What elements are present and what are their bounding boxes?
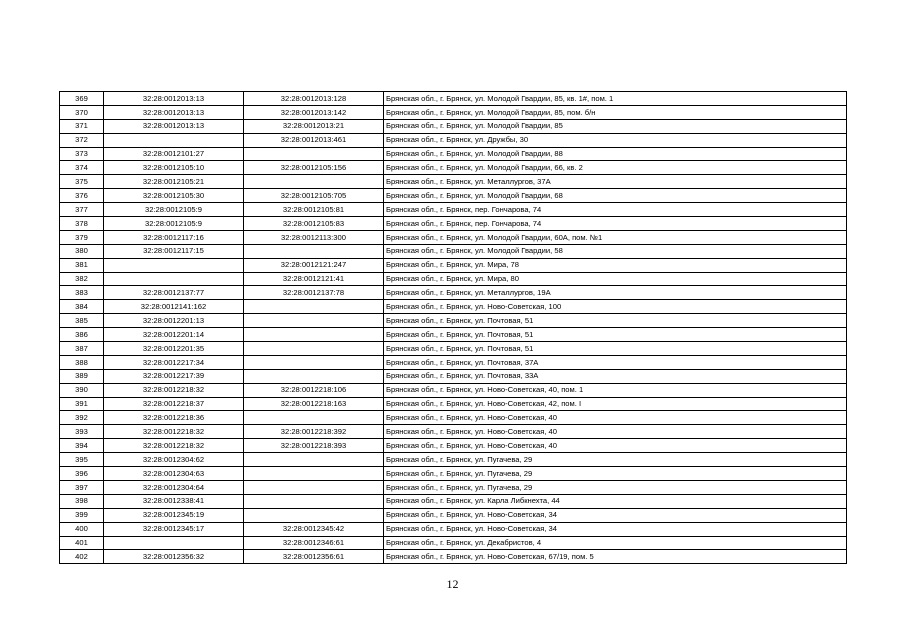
row-number-cell: 391	[60, 397, 104, 411]
object-cadastral-number-cell	[244, 300, 384, 314]
object-cadastral-number-cell: 32:28:0012218:393	[244, 439, 384, 453]
address-cell: Брянская обл., г. Брянск, ул. Мира, 78	[384, 258, 847, 272]
table-row	[60, 494, 847, 508]
object-cadastral-number-cell: 32:28:0012218:163	[244, 397, 384, 411]
land-cadastral-number-cell: 32:28:0012217:39	[104, 369, 244, 383]
land-cadastral-number-cell: 32:28:0012217:34	[104, 355, 244, 369]
object-cadastral-number-cell: 32:28:0012137:78	[244, 286, 384, 300]
land-cadastral-number-cell: 32:28:0012304:62	[104, 453, 244, 467]
row-number-cell: 381	[60, 258, 104, 272]
address-cell: Брянская обл., г. Брянск, ул. Ново-Советская, 34	[384, 508, 847, 522]
table-row	[60, 328, 847, 342]
object-cadastral-number-cell: 32:28:0012013:461	[244, 133, 384, 147]
row-number-cell: 402	[60, 550, 104, 564]
object-cadastral-number-cell	[244, 328, 384, 342]
land-cadastral-number-cell: 32:28:0012345:17	[104, 522, 244, 536]
object-cadastral-number-cell	[244, 342, 384, 356]
object-cadastral-number-cell: 32:28:0012345:42	[244, 522, 384, 536]
address-cell: Брянская обл., г. Брянск, ул. Почтовая, 51	[384, 342, 847, 356]
address-cell: Брянская обл., г. Брянск, ул. Почтовая, 37А	[384, 355, 847, 369]
table-row	[60, 342, 847, 356]
object-cadastral-number-cell: 32:28:0012218:106	[244, 383, 384, 397]
address-cell: Брянская обл., г. Брянск, ул. Молодой Гвардии, 85, пом. б/н	[384, 105, 847, 119]
land-cadastral-number-cell: 32:28:0012218:32	[104, 383, 244, 397]
row-number-cell: 373	[60, 147, 104, 161]
object-cadastral-number-cell	[244, 480, 384, 494]
row-number-cell: 377	[60, 203, 104, 217]
object-cadastral-number-cell: 32:28:0012105:705	[244, 189, 384, 203]
row-number-cell: 389	[60, 369, 104, 383]
row-number-cell: 386	[60, 328, 104, 342]
address-cell: Брянская обл., г. Брянск, ул. Металлургов, 37А	[384, 175, 847, 189]
row-number-cell: 393	[60, 425, 104, 439]
land-cadastral-number-cell: 32:28:0012304:63	[104, 467, 244, 481]
land-cadastral-number-cell: 32:28:0012356:32	[104, 550, 244, 564]
table-row	[60, 203, 847, 217]
address-cell: Брянская обл., г. Брянск, ул. Молодой Гвардии, 85, кв. 1#, пом. 1	[384, 92, 847, 106]
object-cadastral-number-cell: 32:28:0012113:300	[244, 230, 384, 244]
table-row	[60, 522, 847, 536]
land-cadastral-number-cell: 32:28:0012105:21	[104, 175, 244, 189]
land-cadastral-number-cell: 32:28:0012013:13	[104, 119, 244, 133]
object-cadastral-number-cell	[244, 453, 384, 467]
table-row	[60, 536, 847, 550]
address-cell: Брянская обл., г. Брянск, ул. Молодой Гвардии, 60А, пом. №1	[384, 230, 847, 244]
table-row	[60, 355, 847, 369]
address-cell: Брянская обл., г. Брянск, пер. Гончарова, 74	[384, 203, 847, 217]
table-row	[60, 425, 847, 439]
table-row	[60, 300, 847, 314]
object-cadastral-number-cell: 32:28:0012121:41	[244, 272, 384, 286]
row-number-cell: 374	[60, 161, 104, 175]
object-cadastral-number-cell: 32:28:0012013:142	[244, 105, 384, 119]
table-row	[60, 217, 847, 231]
row-number-cell: 378	[60, 217, 104, 231]
table-row	[60, 508, 847, 522]
address-cell: Брянская обл., г. Брянск, ул. Карла Либкнехта, 44	[384, 494, 847, 508]
land-cadastral-number-cell: 32:28:0012218:37	[104, 397, 244, 411]
row-number-cell: 382	[60, 272, 104, 286]
table-row	[60, 314, 847, 328]
land-cadastral-number-cell: 32:28:0012137:77	[104, 286, 244, 300]
address-cell: Брянская обл., г. Брянск, ул. Почтовая, 33А	[384, 369, 847, 383]
object-cadastral-number-cell	[244, 369, 384, 383]
land-cadastral-number-cell	[104, 258, 244, 272]
land-cadastral-number-cell	[104, 272, 244, 286]
row-number-cell: 390	[60, 383, 104, 397]
object-cadastral-number-cell	[244, 508, 384, 522]
land-cadastral-number-cell: 32:28:0012105:9	[104, 203, 244, 217]
land-cadastral-number-cell: 32:28:0012338:41	[104, 494, 244, 508]
object-cadastral-number-cell: 32:28:0012105:83	[244, 217, 384, 231]
address-cell: Брянская обл., г. Брянск, ул. Молодой Гвардии, 88	[384, 147, 847, 161]
address-cell: Брянская обл., г. Брянск, ул. Ново-Советская, 100	[384, 300, 847, 314]
address-cell: Брянская обл., г. Брянск, ул. Пугачева, 29	[384, 480, 847, 494]
object-cadastral-number-cell	[244, 467, 384, 481]
land-cadastral-number-cell: 32:28:0012218:32	[104, 425, 244, 439]
land-cadastral-number-cell: 32:28:0012201:14	[104, 328, 244, 342]
address-cell: Брянская обл., г. Брянск, ул. Декабристов, 4	[384, 536, 847, 550]
table-row	[60, 453, 847, 467]
address-cell: Брянская обл., г. Брянск, ул. Молодой Гвардии, 58	[384, 244, 847, 258]
address-cell: Брянская обл., г. Брянск, ул. Ново-Советская, 42, пом. I	[384, 397, 847, 411]
table-row	[60, 439, 847, 453]
address-cell: Брянская обл., г. Брянск, пер. Гончарова, 74	[384, 217, 847, 231]
address-cell: Брянская обл., г. Брянск, ул. Молодой Гвардии, 68	[384, 189, 847, 203]
object-cadastral-number-cell	[244, 147, 384, 161]
land-cadastral-number-cell: 32:28:0012013:13	[104, 92, 244, 106]
row-number-cell: 399	[60, 508, 104, 522]
table-row	[60, 383, 847, 397]
address-cell: Брянская обл., г. Брянск, ул. Металлургов, 19А	[384, 286, 847, 300]
object-cadastral-number-cell	[244, 175, 384, 189]
table-row	[60, 286, 847, 300]
address-cell: Брянская обл., г. Брянск, ул. Ново-Советская, 34	[384, 522, 847, 536]
row-number-cell: 396	[60, 467, 104, 481]
address-cell: Брянская обл., г. Брянск, ул. Ново-Советская, 40	[384, 411, 847, 425]
row-number-cell: 383	[60, 286, 104, 300]
address-cell: Брянская обл., г. Брянск, ул. Пугачева, 29	[384, 453, 847, 467]
table-row	[60, 369, 847, 383]
address-cell: Брянская обл., г. Брянск, ул. Пугачева, 29	[384, 467, 847, 481]
land-cadastral-number-cell: 32:28:0012101:27	[104, 147, 244, 161]
row-number-cell: 401	[60, 536, 104, 550]
object-cadastral-number-cell: 32:28:0012105:81	[244, 203, 384, 217]
object-cadastral-number-cell	[244, 244, 384, 258]
address-cell: Брянская обл., г. Брянск, ул. Почтовая, 51	[384, 314, 847, 328]
land-cadastral-number-cell: 32:28:0012105:10	[104, 161, 244, 175]
property-table	[59, 91, 847, 564]
table-row	[60, 480, 847, 494]
object-cadastral-number-cell: 32:28:0012013:21	[244, 119, 384, 133]
row-number-cell: 388	[60, 355, 104, 369]
row-number-cell: 385	[60, 314, 104, 328]
land-cadastral-number-cell: 32:28:0012218:32	[104, 439, 244, 453]
object-cadastral-number-cell	[244, 314, 384, 328]
land-cadastral-number-cell: 32:28:0012013:13	[104, 105, 244, 119]
address-cell: Брянская обл., г. Брянск, ул. Ново-Советская, 67/19, пом. 5	[384, 550, 847, 564]
row-number-cell: 400	[60, 522, 104, 536]
table-row	[60, 147, 847, 161]
row-number-cell: 372	[60, 133, 104, 147]
land-cadastral-number-cell: 32:28:0012117:16	[104, 230, 244, 244]
object-cadastral-number-cell: 32:28:0012218:392	[244, 425, 384, 439]
object-cadastral-number-cell: 32:28:0012346:61	[244, 536, 384, 550]
land-cadastral-number-cell: 32:28:0012117:15	[104, 244, 244, 258]
address-cell: Брянская обл., г. Брянск, ул. Ново-Советская, 40, пом. 1	[384, 383, 847, 397]
object-cadastral-number-cell: 32:28:0012013:128	[244, 92, 384, 106]
row-number-cell: 380	[60, 244, 104, 258]
land-cadastral-number-cell: 32:28:0012218:36	[104, 411, 244, 425]
row-number-cell: 397	[60, 480, 104, 494]
land-cadastral-number-cell: 32:28:0012304:64	[104, 480, 244, 494]
object-cadastral-number-cell	[244, 411, 384, 425]
row-number-cell: 379	[60, 230, 104, 244]
table-row	[60, 230, 847, 244]
row-number-cell: 394	[60, 439, 104, 453]
row-number-cell: 369	[60, 92, 104, 106]
object-cadastral-number-cell: 32:28:0012105:156	[244, 161, 384, 175]
table-row	[60, 258, 847, 272]
object-cadastral-number-cell: 32:28:0012356:61	[244, 550, 384, 564]
address-cell: Брянская обл., г. Брянск, ул. Дружбы, 30	[384, 133, 847, 147]
table-row	[60, 467, 847, 481]
table-row	[60, 550, 847, 564]
table-row	[60, 397, 847, 411]
land-cadastral-number-cell: 32:28:0012141:162	[104, 300, 244, 314]
table-row	[60, 244, 847, 258]
land-cadastral-number-cell: 32:28:0012105:30	[104, 189, 244, 203]
table-row	[60, 189, 847, 203]
table-row	[60, 92, 847, 106]
land-cadastral-number-cell: 32:28:0012201:13	[104, 314, 244, 328]
row-number-cell: 376	[60, 189, 104, 203]
table-row	[60, 175, 847, 189]
address-cell: Брянская обл., г. Брянск, ул. Мира, 80	[384, 272, 847, 286]
table-row	[60, 105, 847, 119]
address-cell: Брянская обл., г. Брянск, ул. Молодой Гвардии, 66, кв. 2	[384, 161, 847, 175]
land-cadastral-number-cell: 32:28:0012201:35	[104, 342, 244, 356]
table-row	[60, 272, 847, 286]
land-cadastral-number-cell: 32:28:0012345:19	[104, 508, 244, 522]
object-cadastral-number-cell	[244, 355, 384, 369]
object-cadastral-number-cell	[244, 494, 384, 508]
row-number-cell: 371	[60, 119, 104, 133]
row-number-cell: 384	[60, 300, 104, 314]
address-cell: Брянская обл., г. Брянск, ул. Почтовая, 51	[384, 328, 847, 342]
table-row	[60, 119, 847, 133]
row-number-cell: 395	[60, 453, 104, 467]
table-body	[60, 92, 847, 564]
page-number: 12	[446, 577, 459, 591]
row-number-cell: 398	[60, 494, 104, 508]
land-cadastral-number-cell	[104, 133, 244, 147]
land-cadastral-number-cell	[104, 536, 244, 550]
land-cadastral-number-cell: 32:28:0012105:9	[104, 217, 244, 231]
address-cell: Брянская обл., г. Брянск, ул. Ново-Советская, 40	[384, 439, 847, 453]
address-cell: Брянская обл., г. Брянск, ул. Ново-Советская, 40	[384, 425, 847, 439]
table-row	[60, 133, 847, 147]
row-number-cell: 370	[60, 105, 104, 119]
row-number-cell: 392	[60, 411, 104, 425]
table-row	[60, 161, 847, 175]
address-cell: Брянская обл., г. Брянск, ул. Молодой Гвардии, 85	[384, 119, 847, 133]
row-number-cell: 387	[60, 342, 104, 356]
table-row	[60, 411, 847, 425]
row-number-cell: 375	[60, 175, 104, 189]
object-cadastral-number-cell: 32:28:0012121:247	[244, 258, 384, 272]
